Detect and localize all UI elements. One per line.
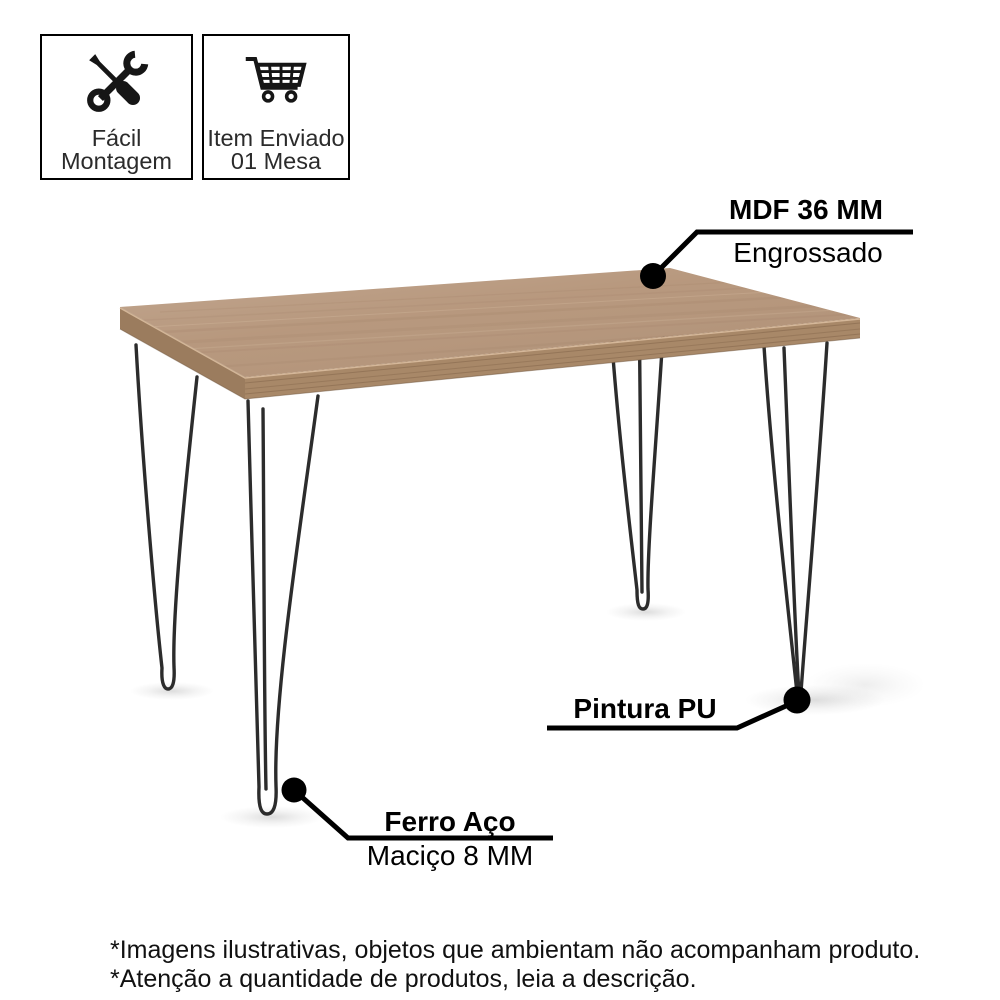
callout-dot-ferro (282, 778, 307, 803)
callout-mdf-subtitle: Engrossado (733, 237, 883, 268)
table-leg-front-right-outer (801, 343, 827, 692)
callout-pintura-title: Pintura PU (573, 693, 717, 724)
callout-ferro-title: Ferro Aço (384, 806, 516, 837)
disclaimer-line1: *Imagens ilustrativas, objetos que ambientam não acompanham produto. (110, 936, 921, 964)
table-leg-front-left-rod (263, 409, 266, 789)
badge-items-shipped (202, 34, 350, 180)
table-top (110, 268, 890, 399)
callout-dot-mdf (640, 263, 666, 289)
callout-mdf-title: MDF 36 MM (729, 194, 883, 225)
disclaimer-line2: *Atenção a quantidade de produtos, leia a descrição. (110, 965, 697, 993)
badge-easy-assembly (40, 34, 193, 180)
callout-dot-pintura (784, 687, 811, 714)
assembly-tools-icon (42, 36, 191, 127)
table-leg-back-left (136, 345, 197, 689)
table-leg-front-left (248, 396, 318, 814)
badge-easy-assembly-line2: Montagem (60, 148, 173, 174)
shopping-cart-icon (204, 36, 348, 127)
badge-easy-assembly-line1: Fácil (91, 125, 142, 151)
disclaimer (110, 936, 920, 994)
badge-items-shipped-line1: Item Enviado (207, 125, 345, 151)
badge-items-shipped-line2: 01 Mesa (230, 148, 322, 174)
callout-ferro-subtitle: Maciço 8 MM (366, 840, 534, 871)
